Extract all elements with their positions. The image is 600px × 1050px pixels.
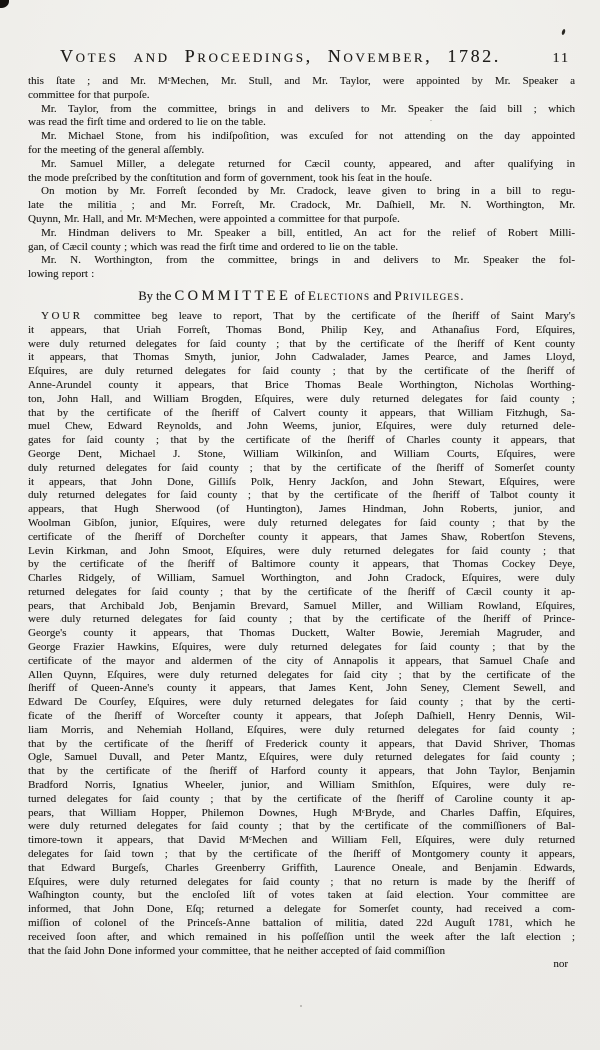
text-line: the mode preſcribed by the conſtitution and form of government, took his ſeat in the houſe.	[28, 171, 433, 184]
text-line: it appears, that Thomas Smyth, junior, John Cadwalader, James Pearce, and James Lloyd,	[28, 351, 575, 364]
text-line: lowing report :	[28, 268, 95, 281]
text-line: Bradford Norris, Ignatius Wheeler, junior, and William Smithſon, Eſquires, were duly re-	[28, 779, 575, 792]
text-line: that by the certificate of the ſheriff of Calvert county it appears, that William Fitzhugh, Sa-	[28, 406, 575, 419]
text-line: were duly returned delegates for ſaid county ; that by the certificate of the ſheriff of Kent county	[28, 337, 575, 350]
text-line: Anne-Arundel county it appears, that Brice Thomas Beale Worthington, Nicholas Worthing-	[28, 378, 575, 391]
text-line: this ſtate ; and Mr. MᶜMechen, Mr. Stull, and Mr. Taylor, were appointed by Mr. Speaker a	[28, 75, 575, 87]
text-line: by the certificate of the ſheriff of Baltimore county it appears, that Thomas Cockey Deye,	[28, 558, 575, 571]
text-line: returned delegates for ſaid county ; that by the certificate of the ſheriff of Cæcil county it ap-	[28, 585, 575, 598]
text-line: pears, that Archibald Job, Benjamin Brevard, Samuel Miller, and William Rowland, Eſquires,	[28, 599, 575, 612]
text-line: that by the certificate of the ſheriff of Frederick county it appears, that David Shriver, Thomas	[28, 737, 575, 750]
text-line: ficate of the ſheriff of Worceſter county it appears, that Joſeph Daſhiell, Henry Dennis, Wil-	[28, 710, 575, 723]
text-line: timore-town it appears, that David MᶜMechen and William Fell, Eſquires, were duly returned	[28, 834, 575, 847]
text-line: duly returned delegates for ſaid county ; that by the certificate of the ſheriff of Somerſet county	[28, 461, 575, 474]
text-line: certificate of the ſheriff of Dorcheſter county it appears, that James Shaw, Robertſon Stevens,	[28, 530, 575, 543]
page-header	[60, 46, 570, 67]
text-line: Levin Kirkman, and John Smoot, Eſquires, were duly returned delegates for ſaid county ; that	[28, 544, 575, 557]
text-line: Eſquires, were duly returned delegates for ſaid county ; that no return is made by the ſheriff of	[28, 875, 575, 888]
journal-title: Votes and Proceedings, November, 1782.	[60, 46, 501, 66]
text-line: Ogle, Samuel Duvall, and Peter Mantz, Eſquires, were duly returned delegates for ſaid county ;	[28, 751, 575, 764]
text-line: received ſoon after, and which remained in his poſſeſſion until the week after the laſt election ;	[28, 930, 575, 943]
text-line: that by the certificate of the ſheriff of Harford county it appears, that John Taylor, Benjamin	[28, 765, 575, 778]
text-line: that the ſaid John Done informed your committee, that he neither accepted of ſaid commiſſion	[28, 944, 446, 957]
catchword: nor	[553, 958, 568, 971]
text-line: On motion by Mr. Forreſt ſeconded by Mr. Cradock, leave given to bring in a bill to regu-	[41, 185, 575, 198]
text-line: Quynn, Mr. Hall, and Mr. MᶜMechen, were appointed a committee for that purpoſe.	[28, 212, 400, 225]
text-line: Waſhington county, but the encloſed liſt of votes taken at ſaid election. Your committee are	[28, 889, 575, 902]
text-line: George Dent, Michael J. Stone, William Wilkinſon, and William Courts, Eſquires, were	[28, 447, 575, 460]
text-line: George Frazier Hawkins, Eſquires, were duly returned delegates for ſaid county ; that by the	[28, 641, 575, 654]
proceedings-paragraphs	[28, 75, 575, 282]
text-line: appears, that Hugh Sherwood (of Huntington), James Hindman, John Roberts, junior, and	[28, 503, 575, 516]
text-line: Eſquires, are duly returned delegates for ſaid county ; that by the certificate of the ſheriff of	[28, 365, 575, 378]
paper-speck	[430, 120, 432, 121]
text-line: YOUR committee beg leave to report, That by the certificate of the ſheriff of Saint Mary's	[41, 309, 575, 322]
ink-smudge-top-left	[0, 0, 9, 8]
text-line: pears, that William Hopper, Philemon Downes, Hugh MᶜBryde, and Charles Daffin, Eſquires,	[28, 806, 575, 819]
paper-speck	[520, 870, 521, 871]
committee-report-paragraph	[28, 310, 575, 958]
text-line: duly returned delegates for ſaid county ; that by the certificate of the ſheriff of Talbot county it	[28, 489, 575, 502]
text-line: Mr. N. Worthington, from the committee, brings in and delivers to Mr. Speaker the fol-	[41, 254, 575, 267]
ink-mark-top-right	[561, 29, 566, 36]
heading-committee: COMMITTEE	[174, 287, 292, 304]
paper-speck	[60, 620, 61, 622]
text-line: Mr. Taylor, from the committee, brings in and delivers to Mr. Speaker the ſaid bill ; which	[41, 102, 575, 115]
text-line: certificate of the mayor and aldermen of the city of Annapolis it appears, that Samuel Chaſe and	[28, 654, 575, 667]
text-line: it appears, that John Done, Gilliſs Polk, Henry Jackſon, and John Stewart, Eſquires, were	[28, 475, 575, 488]
text-line: liam Morris, and Nehemiah Holland, Eſquires, were duly returned delegates for ſaid county ;	[28, 723, 575, 736]
paper-speck	[120, 210, 122, 212]
text-line: ton, John Hall, and William Brogden, Eſquires, were duly returned delegates for ſaid county ;	[28, 392, 575, 405]
text-line: was read the firſt time and ordered to lie on the table.	[28, 116, 266, 129]
heading-privileges: Privileges.	[394, 287, 465, 303]
text-line: gan, of Cæcil county ; which was read the firſt time and ordered to lie on the table.	[28, 240, 398, 253]
text-line: were duly returned delegates for ſaid county ; that by the certificate of the ſheriff of Prince-	[28, 613, 575, 626]
text-line: miſſion of colonel of the Princeſs-Anne battalion of militia, dated 22d Auguſt 1781, which he	[28, 917, 575, 930]
text-line: turned delegates for ſaid county ; that by the certificate of the ſheriff of Caroline county it ap-	[28, 792, 575, 805]
heading-elections: Elections	[307, 287, 371, 303]
text-line: were duly returned delegates for ſaid county ; that by the certificate of the commiſſioners of Bal-	[28, 820, 575, 833]
catchword-row	[28, 958, 568, 972]
paper-speck	[300, 1005, 302, 1007]
text-line: Woolman Gibſon, junior, Eſquires, were duly returned delegates for ſaid county ; that by the	[28, 516, 575, 529]
page-number: 11	[552, 51, 570, 66]
text-line: late the militia ; and Mr. Forreſt, Mr. Cradock, Mr. Daſhiell, Mr. N. Worthington, Mr.	[28, 199, 575, 212]
text-line: for the meeting of the general aſſembly.	[28, 143, 205, 156]
text-line: muel Chew, Edward Reynolds, and John Weems, junior, Eſquires, were duly returned dele-	[28, 420, 575, 433]
text-line: that Edward Burgeſs, Charles Greenberry Griffith, Laurence Oneale, and Benjamin Edwards,	[28, 861, 575, 874]
text-line: Mr. Hindman delivers to Mr. Speaker a bill, entitled, An act for the relief of Robert Milli-	[41, 226, 575, 239]
text-line: committee for that purpoſe.	[28, 88, 150, 101]
text-line: Charles Ridgely, of William, Samuel Worthington, and John Cradock, Eſquires, were duly	[28, 572, 575, 585]
heading-by-the: By the	[138, 288, 172, 303]
report-heading	[28, 288, 575, 304]
text-line: Allen Quynn, Eſquires, were duly returned delegates for ſaid city ; that by the certificate of the	[28, 668, 575, 681]
lead-word: YOUR	[41, 309, 83, 322]
document-body	[28, 75, 575, 958]
text-line: Mr. Michael Stone, from his indiſpoſition, was excuſed for not attending on the day appointed	[41, 130, 575, 143]
text-line: informed, that John Done, Eſq; returned a delegate for Somerſet county, had received a com-	[28, 903, 575, 916]
text-line: Edward De Courſey, Eſquires, were duly returned delegates for ſaid county ; that by the certi-	[28, 696, 575, 709]
text-line: gates for ſaid county ; that by the certificate of the ſheriff of Charles county it appears, that	[28, 434, 575, 447]
text-line: ſheriff of Queen-Anne's county it appears, that James Kent, John Seney, Clement Sewell, and	[28, 682, 575, 695]
heading-of: of	[294, 288, 305, 303]
heading-and: and	[373, 288, 392, 303]
text-line: George's county it appears, that Thomas Duckett, Walter Bowie, Jeremiah Magruder, and	[28, 627, 575, 640]
text-line: delegates for ſaid town ; that by the certificate of the ſheriff of Montgomery county it appears,	[28, 848, 575, 861]
text-line: Mr. Samuel Miller, a delegate returned for Cæcil county, appeared, and after qualifying in	[41, 157, 575, 170]
text-line: it appears, that Uriah Forreſt, Thomas Bond, Philip Key, and Athanaſius Ford, Eſquires,	[28, 323, 575, 336]
